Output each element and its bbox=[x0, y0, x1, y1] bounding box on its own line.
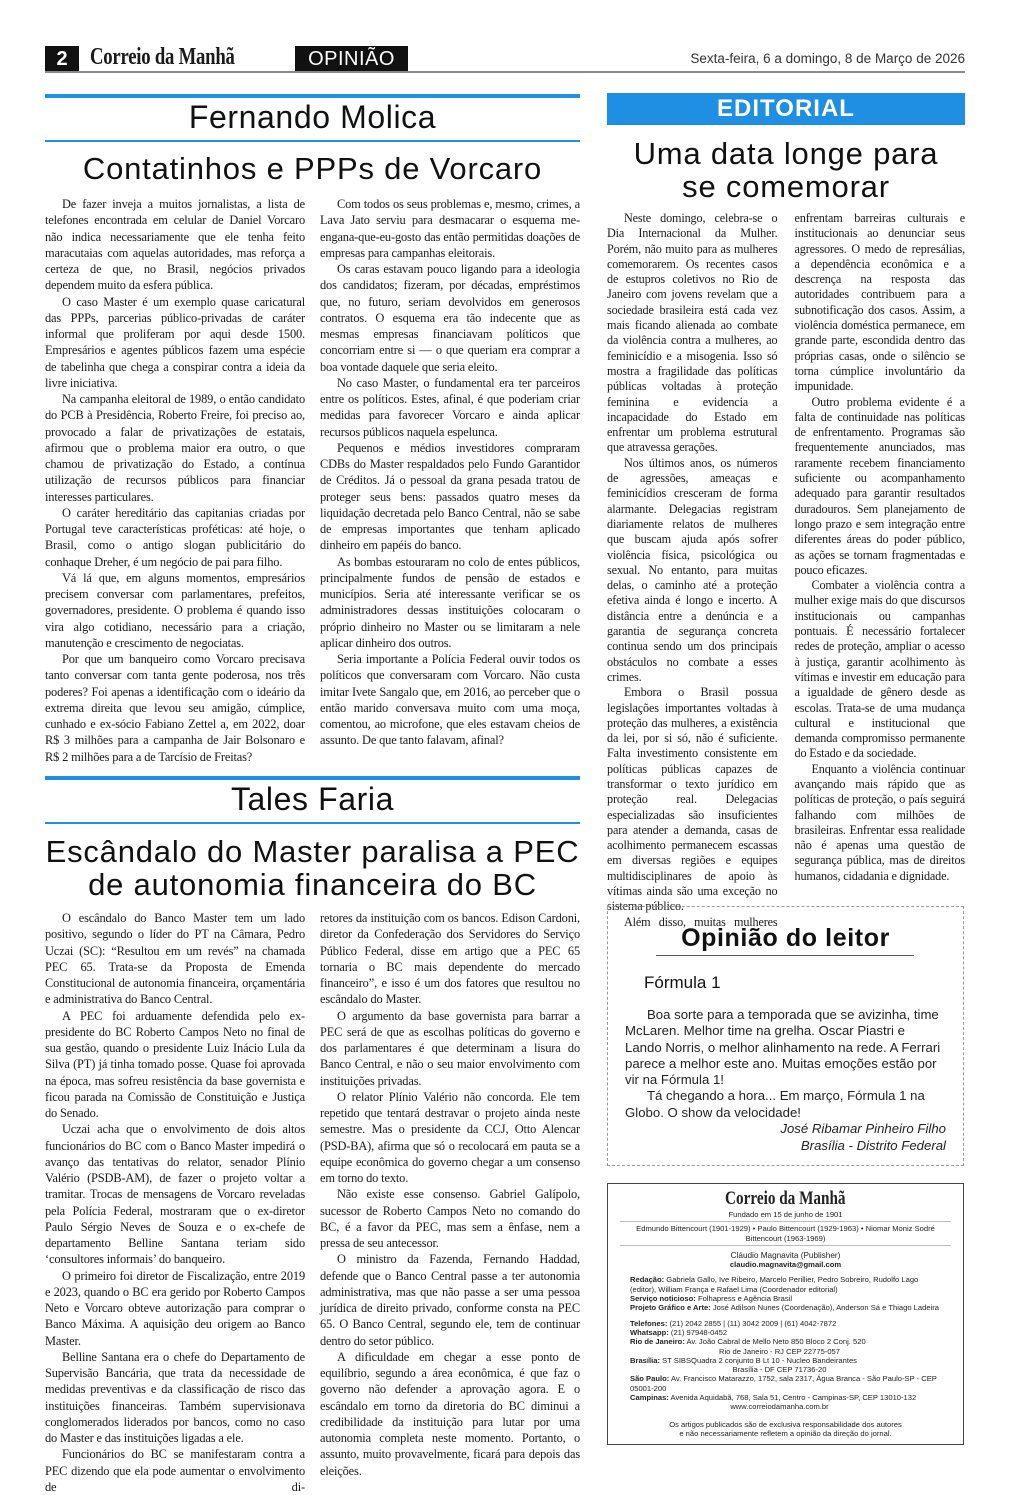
paragraph: As bombas estouraram no colo de entes públicos, principalmente fundos de pensão de estados e municípios. Seria até interessante verificar se os administradores dessas instituições colocaram o próprio dinheiro no Master ou se limitaram a nele aplicar dinheiro dos outros. bbox=[320, 554, 580, 650]
paragraph: Belline Santana era o chefe do Departamento de Supervisão Bancária, que trata da necessidade de medidas preventivas e da classificação de risco das instituições financeiras. Também supervisionava conglomerados liderados por bancos, como no caso do Master e das instituições ligadas a ele. bbox=[45, 1349, 305, 1445]
reader-letter-subject: Fórmula 1 bbox=[644, 973, 721, 992]
section-label: OPINIÃO bbox=[295, 46, 408, 72]
masthead-line bbox=[630, 1285, 953, 1294]
text-column bbox=[45, 196, 305, 765]
author-divider bbox=[45, 822, 580, 824]
paragraph: O argumento da base governista para barrar a PEC será de que as escolhas políticas do governo e dos parlamentares é que determinam a lisura do Banco Central, e não o seu maior envolvimento com instituições privadas. bbox=[320, 1008, 580, 1088]
paragraph: O ministro da Fazenda, Fernando Haddad, defende que o Banco Central passe a ter autonomia administrativa, mas que não passe a ser uma pessoa jurídica de direito privado, conforme consta na PEC 65. O Banco Central, segundo ele, tem de continuar dentro do setor público. bbox=[320, 1252, 580, 1348]
masthead-line-label: Brasília: bbox=[630, 1355, 660, 1365]
page-number: 2 bbox=[45, 46, 79, 72]
paragraph: O caso Master é um exemplo quase caricatural das PPPs, parcerias público-privadas de caráter informal que proliferam por aqui desde 1500. Empresários e agentes públicos fazem uma espécie de tabelinha que chega a conspirar contra a ideia da livre iniciativa. bbox=[45, 294, 305, 390]
masthead-line-label: Projeto Gráfico e Arte: bbox=[630, 1303, 711, 1313]
masthead-line-label: Whatsapp: bbox=[630, 1327, 669, 1337]
header-divider bbox=[45, 71, 965, 73]
text-column bbox=[320, 910, 580, 1495]
masthead-line bbox=[630, 1303, 953, 1312]
masthead-line-text: Avenida Aquidabã, 768, Sala 51, Centro - Campinas-SP, CEP 13010-132 bbox=[668, 1393, 917, 1403]
editorial-label: EDITORIAL bbox=[607, 93, 965, 125]
paragraph-continuation: retores da instituição com os bancos. Edison Cardoni, diretor da Confederação dos Servidores do Serviço Público Federal, disse em artigo que a PEC 65 tornaria o BC mais dependente do mercado financeiro”, e isso é um dos fatores que resultou no escândalo do Master. bbox=[320, 911, 580, 1007]
article-top-rule bbox=[45, 94, 580, 98]
paragraph: Embora o Brasil possua legislações importantes voltadas à proteção das mulheres, a existência da lei, por si só, não é suficiente. Falta investimento consistente em políticas públicas capazes de transformar o texto jurídico em proteção real. Delegacias especializadas são insuficientes para atender a demanda, casas de acolhimento permanecem escassas em diversas regiões e equipes multidisciplinares de apoio às vítimas ainda são uma exceção no sistema público. bbox=[607, 685, 778, 914]
masthead-divider bbox=[620, 1245, 951, 1246]
masthead-line bbox=[630, 1328, 953, 1337]
masthead-line bbox=[630, 1393, 953, 1402]
paragraph: Outro problema evidente é a falta de continuidade nas políticas de enfrentamento. Programas são frequentemente anunciados, mas raramente recebem financiamento suficiente ou acompanhamento adequado para garantir resultados duradouros. Sem planejamento de longo prazo e sem integração entre diferentes áreas do poder público, as ações se tornam fragmentadas e pouco eficazes. bbox=[794, 394, 965, 577]
text-column bbox=[320, 196, 580, 765]
paragraph: No caso Master, o fundamental era ter parceiros entre os políticos. Estes, afinal, é que poderiam criar medidas para favorecer Vorcaro e ainda aplicar recursos públicos naquela espelunca. bbox=[320, 375, 580, 439]
reader-letter-paragraph: Tá chegando a hora... Em março, Fórmula 1 na Globo. O show da velocidade! bbox=[625, 1088, 925, 1120]
masthead-line-label: Rio de Janeiro: bbox=[630, 1337, 685, 1347]
article-body bbox=[45, 910, 580, 1495]
article-body bbox=[45, 196, 580, 765]
disclaimer-line: Os artigos publicados são de exclusiva responsabilidade dos autores bbox=[669, 1419, 902, 1429]
disclaimer-line: e não necessariamente refletem a opinião da direção do jornal. bbox=[679, 1428, 892, 1438]
masthead-logo bbox=[618, 1188, 953, 1210]
paragraph: Por que um banqueiro como Vorcaro precisava tanto conversar com tanta gente poderosa, nos três poderes? Foi apenas a identificação com o ideário da extrema direita que levou seu amigão, cúmplice, cunhado e ex-sócio Fabiano Zettel a, em 2022, doar R$ 3 milhões para a campanha de Jair Bolsonaro e R$ 2 milhões para a de Tarcísio de Freitas? bbox=[45, 652, 305, 764]
masthead-box bbox=[607, 1183, 964, 1445]
author-divider bbox=[45, 140, 580, 142]
newspaper-logo: Correio da Manhã bbox=[90, 44, 235, 70]
founders-line: Edmundo Bittencourt (1901-1929) • Paulo Bittencourt (1929-1963) • Niomar Moniz Sodré Bittencourt (1963-1969) bbox=[636, 1224, 935, 1243]
paragraph-continuation: enfrentam barreiras culturais e institucionais ao denunciar seus agressores. O medo de represálias, a dependência econômica e a descrença na resposta das autoridades contribuem para a subnotificação dos casos. Assim, a violência doméstica permanece, em grande parte, escondida dentro das próprias casas, onde o silêncio se torna cúmplice involuntário da impunidade. bbox=[794, 211, 965, 394]
masthead-line-text: José Adilson Nunes (Coordenação), Anderson Sá e Thiago Ladeira bbox=[710, 1303, 939, 1313]
paragraph: Na campanha eleitoral de 1989, o então candidato do PCB à Presidência, Roberto Freire, foi preciso ao, provocado a falar de privatizações de estatais, afirmou que o problema maior era outro, o que chamou de privatização do Estado, a contínua utilização de recursos públicos para financiar interesses particulares. bbox=[45, 392, 305, 504]
reader-location: Brasília - Distrito Federal bbox=[800, 1137, 946, 1153]
reader-letter-body bbox=[625, 1007, 945, 1121]
paragraph: Com todos os seus problemas e, mesmo, crimes, a Lava Jato serviu para desmacarar o esquema me-engana-que-eu-gosto das então permitidas doações de empresas para campanhas eleitorais. bbox=[320, 197, 580, 260]
masthead-line-label: São Paulo: bbox=[630, 1374, 670, 1384]
article-author: Fernando Molica bbox=[188, 99, 437, 135]
article-headline: Contatinhos e PPPs de Vorcaro bbox=[82, 151, 543, 186]
publisher-email: claudio.magnavita@gmail.com bbox=[729, 1260, 842, 1270]
masthead-line bbox=[630, 1402, 929, 1411]
paragraph: Funcionários do BC se manifestaram contra a PEC dizendo que ela pode aumentar o envolvimento de di- bbox=[45, 1447, 305, 1494]
contact-info bbox=[630, 1319, 953, 1412]
masthead-line-text: Av. Francisco Matarazzo, 1752, sala 2317, Água Branca - São Paulo-SP - CEP 05001-200 bbox=[630, 1374, 937, 1393]
masthead-line-text: Gabriela Gallo, Ive Ribeiro, Marcelo Perillier, Pedro Sobreiro, Rudolfo Lago bbox=[664, 1275, 919, 1285]
paragraph: Neste domingo, celebra-se o Dia Internacional da Mulher. Porém, não muito para as mulheres comemorarem. Os recentes casos de estupros coletivos no Rio de Janeiro com jovens revelam que a sociedade brasileira está cada vez mais ficando alienada ao combate da violência contra a mulheres, ao feminicídio e a misogenia. Isso só mostra a fragilidade das políticas públicas voltadas à proteção feminina e evidencia a incapacidade do Estado em enfrentar um problema estrutural que atravessa gerações. bbox=[607, 211, 778, 455]
masthead-line-text: www.correiodamanha.com.br bbox=[730, 1402, 829, 1412]
editorial-headline-line: se comemorar bbox=[682, 169, 890, 204]
reader-opinion-title: Opinião do leitor bbox=[681, 924, 890, 952]
masthead-logo-text: Correio da Manhã bbox=[725, 1188, 846, 1209]
masthead-line-text: ST SIBSQuadra 2 conjunto B Lt 10 - Nucleo Bandeirantes bbox=[659, 1355, 857, 1365]
paragraph: O caráter hereditário das capitanias criadas por Portugal teve características proféticas: até hoje, o Brasil, como o antigo slogan publicitário do conhaque Dreher, é um negócio de pai para filho. bbox=[45, 505, 305, 569]
masthead-line-text: Av. João Cabral de Mello Neto 850 Bloco 2 Conj. 520 bbox=[684, 1337, 866, 1347]
edition-date: Sexta-feira, 6 a domingo, 8 de Março de 2026 bbox=[690, 51, 965, 66]
paragraph: Combater a violência contra a mulher exige mais do que discursos institucionais ou campanhas pontuais. É necessário fortalecer redes de proteção, ampliar o acesso à justiça, garantir acolhimento às vítimas e investir em educação para a igualdade de gênero desde as escolas. Trata-se de uma mudança cultural e institucional que demanda compromisso permanente do Estado e da sociedade. bbox=[794, 578, 965, 761]
paragraph: Seria importante a Polícia Federal ouvir todos os políticos que conversaram com Vorcaro. Não custa imitar Ivete Sangalo que, em 2016, ao perceber que o então marido conversava muito com uma moça, comentou, ao microfone, que eles estavam cheios de assunto. De que tanto falavam, afinal? bbox=[320, 652, 580, 748]
paragraph: Pequenos e médios investidores compraram CDBs do Master respaldados pelo Fundo Garantidor de Créditos. Já o pessoal da grana pesada tratou de proteger seus bens: passados quatro meses da liquidação decretada pelo Banco Central, não se sabe de empresas importantes que tenham aplicado dinheiro em papéis do banco. bbox=[320, 440, 580, 553]
masthead-line bbox=[630, 1319, 953, 1328]
article-headline-line: de autonomia financeira do BC bbox=[88, 867, 537, 902]
staff-credits bbox=[630, 1275, 953, 1312]
masthead-line-label: Redação: bbox=[630, 1275, 665, 1285]
masthead-divider bbox=[620, 1221, 951, 1222]
masthead-line-text: (editor), William França e Rafael Lima (Coordenador editorial) bbox=[630, 1284, 838, 1294]
paragraph: O relator Plínio Valério não concorda. Ele tem repetido que tentará destravar o projeto ainda neste semestre. Mas o presidente da CCJ, Otto Alencar (PSD-BA), afirma que só o recolocará em pauta se a equipe econômica do governo chegar a um consenso em torno do texto. bbox=[320, 1089, 580, 1185]
masthead-line-label: Campinas: bbox=[630, 1393, 669, 1403]
paragraph: Vá lá que, em alguns momentos, empresários precisem conversar com parlamentares, prefeitos, governadores, presidente. O problema é quando isso vira algo cotidiano, necessário para a criação, manutenção e crescimento de negociatas. bbox=[45, 570, 305, 650]
masthead-line-text: Rio de Janeiro - RJ CEP 22775-057 bbox=[718, 1346, 840, 1356]
masthead-line-text: (21) 2042 2855 | (11) 3042 2009 | (61) 4042-7872 bbox=[667, 1318, 837, 1328]
reader-opinion-divider bbox=[656, 955, 914, 956]
masthead-line bbox=[630, 1275, 953, 1284]
article-headline bbox=[45, 835, 580, 901]
masthead-line bbox=[630, 1356, 953, 1365]
founded-date: Fundado em 15 de junho de 1901 bbox=[728, 1210, 843, 1219]
reader-name: José Ribamar Pinheiro Filho bbox=[780, 1121, 946, 1136]
paragraph: Não existe esse consenso. Gabriel Galípolo, sucessor de Roberto Campos Neto no comando do BC, é a favor da PEC, mas sem a ênfase, nem a pressa de seu antecessor. bbox=[320, 1187, 580, 1250]
disclaimer bbox=[618, 1420, 953, 1439]
editorial-body bbox=[607, 211, 965, 930]
publisher-name: Cláudio Magnavita (Publisher) bbox=[730, 1250, 841, 1260]
editorial-headline bbox=[607, 137, 965, 203]
masthead-line bbox=[630, 1294, 953, 1303]
paragraph: De fazer inveja a muitos jornalistas, a lista de telefones encontrada em celular de Daniel Vorcaro não indica necessariamente que ele tenha feito maracutaias com aquelas autoridades, mas reforça a certeza de que, no Brasil, negócios privados dependem muito da esfera pública. bbox=[45, 197, 305, 293]
paragraph: O primeiro foi diretor de Fiscalização, entre 2019 e 2023, quando o BC era gerido por Roberto Campos Neto e Vorcaro obteve autorização para comprar o Banco Máxima. A aquisição deu origem ao Banco Master. bbox=[45, 1268, 305, 1348]
paragraph: Nos últimos anos, os números de agressões, ameaças e feminicídios cresceram de forma alarmante. Delegacias registram diariamente relatos de mulheres que buscam ajuda após sofrer violência física, psicológica ou sexual. No entanto, para muitas delas, o caminho até a proteção efetiva ainda é longo e incerto. A distância entre a denúncia e a garantia de segurança concreta continua sendo um dos principais obstáculos no combate a esses crimes. bbox=[607, 455, 778, 684]
editorial-headline-line: Uma data longe para bbox=[633, 136, 939, 171]
text-column bbox=[45, 910, 305, 1495]
paragraph: Além disso, muitas mulheres bbox=[624, 914, 778, 929]
paragraph: Uczai acha que o envolvimento de dois altos funcionários do BC com o Banco Master impedirá o avanço das tentativas do relator, senador Plínio Valério (PSDB-AM), de fazer o projeto voltar a tramitar. Trocas de mensagens de Vorcaro reveladas pela Polícia Federal, mostraram que o ex-diretor Paulo Sérgio Neves de Souza e o ex-chefe de departamento Belline Santana teriam sido ‘consultores informais’ do banqueiro. bbox=[45, 1122, 305, 1267]
masthead-line-text: Brasília - DF CEP 71736-20 bbox=[732, 1365, 827, 1375]
article-headline-line: Escândalo do Master paralisa a PEC bbox=[45, 834, 580, 869]
masthead-line-label: Telefones: bbox=[630, 1318, 668, 1328]
masthead-line bbox=[630, 1337, 953, 1346]
masthead-line bbox=[630, 1365, 929, 1374]
article-author: Tales Faria bbox=[230, 781, 395, 817]
masthead-line-label: Serviço noticioso: bbox=[630, 1294, 696, 1304]
reader-signature bbox=[780, 1121, 946, 1154]
reader-opinion-box bbox=[607, 906, 964, 1166]
paragraph: A PEC foi arduamente defendida pelo ex-presidente do BC Roberto Campos Neto no final de sua gestão, quando o presidente Luiz Inácio Lula da Silva (PT) já tinha tomado posse. Quase foi aprovada na época, mas sofreu resistência da base governista e ficou parada na Comissão de Constituição e Justiça do Senado. bbox=[45, 1008, 305, 1120]
paragraph: Enquanto a violência continuar avançando mais rápido que as políticas de proteção, o país seguirá falhando com milhões de brasileiras. Enfrentar essa realidade não é apenas uma questão de segurança pública, mas de direitos humanos, cidadania e dignidade. bbox=[794, 761, 965, 883]
masthead-line-text: Folhapress e Agência Brasil bbox=[695, 1294, 793, 1304]
masthead-line bbox=[630, 1374, 953, 1393]
masthead-line-text: (21) 97948-0452 bbox=[668, 1327, 728, 1337]
text-column bbox=[607, 211, 778, 930]
reader-letter-paragraph: Boa sorte para a temporada que se avizinha, time McLaren. Melhor time na grelha. Oscar Piastri e Lando Norris, o melhor alinhamento na rede. A Ferrari parece a melhor este ano. Muitas emoções estão por vir na Fórmula 1! bbox=[625, 1007, 941, 1088]
masthead-line bbox=[630, 1347, 929, 1356]
paragraph: Os caras estavam pouco ligando para a ideologia dos candidatos; fizeram, por décadas, empréstimos que, no futuro, seriam devolvidos em generosos contratos. O esquema era tão indecente que as mesmas empresas financiavam políticos que concorriam entre si — o que queriam era comprar a boa vontade daquele que seria eleito. bbox=[320, 262, 580, 374]
article-top-rule bbox=[45, 776, 580, 780]
paragraph: O escândalo do Banco Master tem um lado positivo, segundo o líder do PT na Câmara, Pedro Uczai (SC): “Resultou em um revés” na chamada PEC 65. Trata-se da Proposta de Emenda Constitucional de autonomia financeira, orçamentária e administrativa do Banco Central. bbox=[45, 911, 305, 1007]
text-column bbox=[795, 211, 966, 930]
paragraph: A dificuldade em chegar a esse ponto de equilíbrio, segundo a área econômica, é que faz o governo não defender a aprovação agora. E o escândalo em torno da diretoria do BC diminui a credibilidade da instituição para lutar por uma autonomia completa neste momento. Portanto, o assunto, muito provavelmente, ficará para depois das eleições. bbox=[320, 1349, 580, 1478]
